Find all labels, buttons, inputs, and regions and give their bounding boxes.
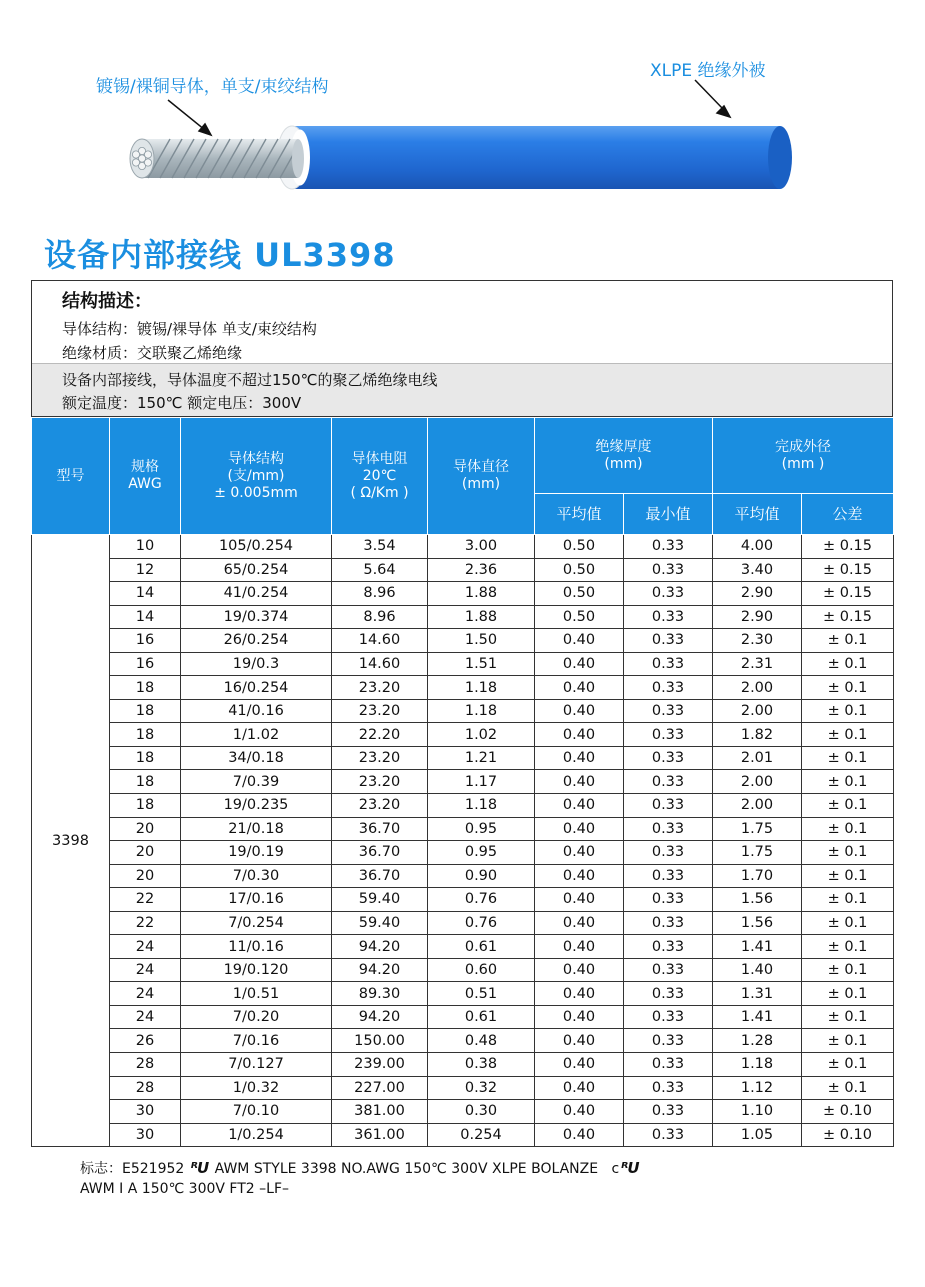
table-row [32, 958, 894, 982]
cell-diameter: 0.51 [428, 982, 535, 1006]
cell-outer-avg: 1.41 [713, 1005, 802, 1029]
cell-diameter: 0.76 [428, 888, 535, 912]
cell-structure: 1/0.254 [181, 1123, 332, 1147]
table-row [32, 935, 894, 959]
marking-text [80, 1158, 641, 1199]
cell-outer-avg: 1.75 [713, 841, 802, 865]
cell-outer-avg: 1.41 [713, 935, 802, 959]
cell-resistance: 14.60 [332, 629, 428, 653]
cell-insulation-min: 0.33 [624, 958, 713, 982]
cell-awg: 24 [110, 982, 181, 1006]
insulation-jacket [277, 126, 792, 189]
cell-awg: 14 [110, 605, 181, 629]
cell-awg: 28 [110, 1076, 181, 1100]
header-structure: 导体结构 (支/mm) ± 0.005mm [181, 418, 332, 535]
cell-structure: 19/0.19 [181, 841, 332, 865]
header-model: 型号 [32, 418, 110, 535]
spec-table-body [32, 535, 894, 1147]
cell-insulation-avg: 0.50 [535, 558, 624, 582]
cell-resistance: 8.96 [332, 582, 428, 606]
cell-diameter: 1.51 [428, 652, 535, 676]
cell-outer-avg: 2.90 [713, 605, 802, 629]
conductor-label: 镀锡/裸铜导体，单支/束绞结构 [96, 77, 329, 97]
cell-insulation-min: 0.33 [624, 1076, 713, 1100]
header-awg: 规格 AWG [110, 418, 181, 535]
cell-diameter: 2.36 [428, 558, 535, 582]
insulation-label: XLPE 绝缘外被 [650, 61, 766, 81]
cell-resistance: 94.20 [332, 958, 428, 982]
marking-line-1 [80, 1158, 641, 1179]
cell-tolerance: ± 0.1 [802, 794, 894, 818]
cell-tolerance: ± 0.1 [802, 958, 894, 982]
cell-structure: 7/0.10 [181, 1100, 332, 1124]
cell-resistance: 5.64 [332, 558, 428, 582]
marking-text-1: AWM STYLE 3398 NO.AWG 150℃ 300V XLPE BOLANZE [214, 1161, 599, 1177]
cell-insulation-min: 0.33 [624, 629, 713, 653]
cell-awg: 24 [110, 935, 181, 959]
cell-resistance: 150.00 [332, 1029, 428, 1053]
cell-tolerance: ± 0.1 [802, 817, 894, 841]
cell-structure: 7/0.20 [181, 1005, 332, 1029]
cell-awg: 24 [110, 1005, 181, 1029]
cell-resistance: 381.00 [332, 1100, 428, 1124]
cell-awg: 20 [110, 841, 181, 865]
cell-insulation-avg: 0.40 [535, 1076, 624, 1100]
cell-outer-avg: 2.00 [713, 699, 802, 723]
cell-diameter: 0.254 [428, 1123, 535, 1147]
table-row [32, 817, 894, 841]
cell-diameter: 0.32 [428, 1076, 535, 1100]
cell-insulation-avg: 0.50 [535, 535, 624, 559]
cell-resistance: 36.70 [332, 817, 428, 841]
cell-insulation-avg: 0.40 [535, 629, 624, 653]
cell-structure: 65/0.254 [181, 558, 332, 582]
header-insulation-avg: 平均值 [535, 494, 624, 535]
cell-insulation-avg: 0.40 [535, 864, 624, 888]
usage-line: 设备内部接线，导体温度不超过150℃的聚乙烯绝缘电线 [62, 371, 438, 389]
cell-diameter: 1.21 [428, 746, 535, 770]
description-heading: 结构描述： [62, 291, 152, 312]
cell-insulation-avg: 0.40 [535, 746, 624, 770]
cell-insulation-avg: 0.50 [535, 605, 624, 629]
cell-outer-avg: 1.70 [713, 864, 802, 888]
cell-outer-avg: 1.12 [713, 1076, 802, 1100]
cell-tolerance: ± 0.1 [802, 746, 894, 770]
cell-structure: 7/0.30 [181, 864, 332, 888]
cell-diameter: 1.18 [428, 794, 535, 818]
header-insulation-thickness: 绝缘厚度 (mm) [535, 418, 713, 494]
cell-insulation-avg: 0.40 [535, 1053, 624, 1077]
cell-diameter: 0.90 [428, 864, 535, 888]
conductor-strands [130, 139, 304, 178]
cell-outer-avg: 2.31 [713, 652, 802, 676]
cell-tolerance: ± 0.15 [802, 558, 894, 582]
cell-diameter: 3.00 [428, 535, 535, 559]
cell-resistance: 94.20 [332, 1005, 428, 1029]
cell-outer-avg: 1.05 [713, 1123, 802, 1147]
cell-outer-avg: 1.82 [713, 723, 802, 747]
cell-insulation-avg: 0.40 [535, 794, 624, 818]
cell-insulation-min: 0.33 [624, 982, 713, 1006]
cell-resistance: 59.40 [332, 888, 428, 912]
cell-structure: 21/0.18 [181, 817, 332, 841]
header-diameter: 导体直径 (mm) [428, 418, 535, 535]
cell-outer-avg: 1.40 [713, 958, 802, 982]
cell-awg: 20 [110, 817, 181, 841]
cell-diameter: 1.88 [428, 582, 535, 606]
cell-insulation-avg: 0.40 [535, 911, 624, 935]
model-cell: 3398 [32, 535, 110, 1147]
cell-outer-avg: 1.56 [713, 888, 802, 912]
cell-structure: 7/0.16 [181, 1029, 332, 1053]
cell-insulation-min: 0.33 [624, 888, 713, 912]
table-row [32, 1076, 894, 1100]
cell-awg: 10 [110, 535, 181, 559]
cell-resistance: 36.70 [332, 841, 428, 865]
cell-awg: 24 [110, 958, 181, 982]
cell-insulation-avg: 0.40 [535, 935, 624, 959]
cell-awg: 14 [110, 582, 181, 606]
cell-diameter: 1.18 [428, 676, 535, 700]
cell-insulation-min: 0.33 [624, 1100, 713, 1124]
insulation-material-line: 绝缘材质：交联聚乙烯绝缘 [62, 344, 243, 362]
table-row [32, 652, 894, 676]
header-outer-diameter: 完成外径 (mm ) [713, 418, 894, 494]
table-row [32, 629, 894, 653]
cell-structure: 17/0.16 [181, 888, 332, 912]
cell-tolerance: ± 0.10 [802, 1123, 894, 1147]
cell-tolerance: ± 0.15 [802, 535, 894, 559]
cell-insulation-avg: 0.40 [535, 817, 624, 841]
cell-resistance: 89.30 [332, 982, 428, 1006]
cell-diameter: 0.48 [428, 1029, 535, 1053]
cell-insulation-min: 0.33 [624, 746, 713, 770]
table-row [32, 746, 894, 770]
cell-structure: 26/0.254 [181, 629, 332, 653]
marking-line-2: AWM I A 150℃ 300V FT2 –LF– [80, 1181, 290, 1197]
table-row [32, 1005, 894, 1029]
cell-insulation-avg: 0.40 [535, 888, 624, 912]
table-row [32, 864, 894, 888]
cell-insulation-avg: 0.40 [535, 676, 624, 700]
cell-insulation-avg: 0.40 [535, 699, 624, 723]
cell-tolerance: ± 0.1 [802, 982, 894, 1006]
cell-awg: 18 [110, 746, 181, 770]
cell-insulation-min: 0.33 [624, 699, 713, 723]
cell-structure: 41/0.254 [181, 582, 332, 606]
cell-diameter: 0.95 [428, 841, 535, 865]
cell-insulation-min: 0.33 [624, 558, 713, 582]
marking-prefix: 标志：E521952 [80, 1161, 185, 1177]
rating-line: 额定温度：150℃ 额定电压：300V [62, 394, 302, 412]
table-row [32, 558, 894, 582]
table-row [32, 1053, 894, 1077]
cell-outer-avg: 3.40 [713, 558, 802, 582]
cell-insulation-avg: 0.40 [535, 770, 624, 794]
cell-tolerance: ± 0.1 [802, 699, 894, 723]
cell-resistance: 227.00 [332, 1076, 428, 1100]
cell-diameter: 0.30 [428, 1100, 535, 1124]
cell-insulation-avg: 0.40 [535, 1100, 624, 1124]
cell-resistance: 8.96 [332, 605, 428, 629]
cell-insulation-min: 0.33 [624, 864, 713, 888]
cell-awg: 16 [110, 652, 181, 676]
cell-awg: 28 [110, 1053, 181, 1077]
cell-insulation-avg: 0.40 [535, 958, 624, 982]
spec-table [31, 417, 894, 1147]
cell-insulation-min: 0.33 [624, 794, 713, 818]
cell-outer-avg: 2.00 [713, 676, 802, 700]
cell-awg: 18 [110, 794, 181, 818]
cell-insulation-avg: 0.40 [535, 1005, 624, 1029]
cell-resistance: 59.40 [332, 911, 428, 935]
cell-outer-avg: 4.00 [713, 535, 802, 559]
table-row [32, 982, 894, 1006]
cell-resistance: 23.20 [332, 676, 428, 700]
cell-outer-avg: 1.56 [713, 911, 802, 935]
cell-structure: 7/0.254 [181, 911, 332, 935]
conductor-structure-line: 导体结构：镀锡/裸导体 单支/束绞结构 [62, 320, 317, 338]
cell-awg: 22 [110, 888, 181, 912]
header-outer-avg: 平均值 [713, 494, 802, 535]
cell-diameter: 1.50 [428, 629, 535, 653]
cell-structure: 11/0.16 [181, 935, 332, 959]
cell-awg: 18 [110, 676, 181, 700]
cell-diameter: 1.02 [428, 723, 535, 747]
cell-insulation-min: 0.33 [624, 817, 713, 841]
ul-logo: ᴿU [190, 1159, 209, 1177]
cell-diameter: 0.61 [428, 935, 535, 959]
cell-resistance: 23.20 [332, 746, 428, 770]
table-row [32, 888, 894, 912]
cell-structure: 105/0.254 [181, 535, 332, 559]
table-row [32, 1123, 894, 1147]
cell-tolerance: ± 0.1 [802, 1076, 894, 1100]
cell-resistance: 36.70 [332, 864, 428, 888]
cell-awg: 20 [110, 864, 181, 888]
cell-insulation-avg: 0.40 [535, 1123, 624, 1147]
cell-outer-avg: 1.28 [713, 1029, 802, 1053]
cell-insulation-avg: 0.40 [535, 1029, 624, 1053]
cell-awg: 12 [110, 558, 181, 582]
cell-awg: 16 [110, 629, 181, 653]
cell-tolerance: ± 0.15 [802, 605, 894, 629]
cell-resistance: 23.20 [332, 794, 428, 818]
table-row [32, 582, 894, 606]
cell-insulation-min: 0.33 [624, 676, 713, 700]
cell-structure: 1/0.32 [181, 1076, 332, 1100]
cell-tolerance: ± 0.1 [802, 1005, 894, 1029]
cell-outer-avg: 2.00 [713, 794, 802, 818]
cell-awg: 30 [110, 1123, 181, 1147]
cell-resistance: 23.20 [332, 770, 428, 794]
cell-outer-avg: 1.10 [713, 1100, 802, 1124]
cell-structure: 16/0.254 [181, 676, 332, 700]
cell-outer-avg: 2.00 [713, 770, 802, 794]
cell-awg: 30 [110, 1100, 181, 1124]
cell-insulation-avg: 0.50 [535, 582, 624, 606]
cell-structure: 19/0.235 [181, 794, 332, 818]
cell-diameter: 1.88 [428, 605, 535, 629]
cell-outer-avg: 2.01 [713, 746, 802, 770]
cell-outer-avg: 2.30 [713, 629, 802, 653]
cell-structure: 1/1.02 [181, 723, 332, 747]
cell-insulation-min: 0.33 [624, 723, 713, 747]
cell-insulation-min: 0.33 [624, 605, 713, 629]
structure-section [32, 281, 892, 363]
cell-insulation-min: 0.33 [624, 770, 713, 794]
cell-tolerance: ± 0.1 [802, 888, 894, 912]
cell-structure: 19/0.374 [181, 605, 332, 629]
cell-structure: 19/0.3 [181, 652, 332, 676]
table-row [32, 770, 894, 794]
cell-awg: 18 [110, 723, 181, 747]
cell-tolerance: ± 0.15 [802, 582, 894, 606]
cell-resistance: 23.20 [332, 699, 428, 723]
table-row [32, 911, 894, 935]
cell-tolerance: ± 0.1 [802, 652, 894, 676]
cell-diameter: 0.38 [428, 1053, 535, 1077]
cell-diameter: 1.18 [428, 699, 535, 723]
cell-diameter: 0.60 [428, 958, 535, 982]
page-title: 设备内部接线 UL3398 [44, 236, 396, 274]
cell-outer-avg: 1.75 [713, 817, 802, 841]
table-row [32, 841, 894, 865]
cell-structure: 7/0.127 [181, 1053, 332, 1077]
cell-insulation-min: 0.33 [624, 652, 713, 676]
cell-insulation-min: 0.33 [624, 1029, 713, 1053]
cell-insulation-min: 0.33 [624, 535, 713, 559]
cell-awg: 22 [110, 911, 181, 935]
table-row [32, 676, 894, 700]
cell-insulation-min: 0.33 [624, 1053, 713, 1077]
cell-tolerance: ± 0.1 [802, 1053, 894, 1077]
header-resistance: 导体电阻 20℃ ( Ω/Km ) [332, 418, 428, 535]
cell-tolerance: ± 0.1 [802, 723, 894, 747]
cell-tolerance: ± 0.1 [802, 935, 894, 959]
cell-insulation-min: 0.33 [624, 911, 713, 935]
cell-outer-avg: 1.18 [713, 1053, 802, 1077]
cell-outer-avg: 1.31 [713, 982, 802, 1006]
cell-resistance: 22.20 [332, 723, 428, 747]
cable-illustration [0, 0, 925, 230]
cell-resistance: 3.54 [332, 535, 428, 559]
cell-resistance: 361.00 [332, 1123, 428, 1147]
cell-structure: 41/0.16 [181, 699, 332, 723]
cell-diameter: 1.17 [428, 770, 535, 794]
cell-tolerance: ± 0.1 [802, 841, 894, 865]
c-mark: c [611, 1161, 620, 1177]
cell-insulation-avg: 0.40 [535, 723, 624, 747]
cell-tolerance: ± 0.1 [802, 676, 894, 700]
cell-tolerance: ± 0.1 [802, 629, 894, 653]
cell-resistance: 239.00 [332, 1053, 428, 1077]
rating-section [32, 363, 892, 416]
table-row [32, 794, 894, 818]
cell-insulation-min: 0.33 [624, 841, 713, 865]
cell-resistance: 94.20 [332, 935, 428, 959]
cell-resistance: 14.60 [332, 652, 428, 676]
cell-structure: 1/0.51 [181, 982, 332, 1006]
cell-tolerance: ± 0.1 [802, 864, 894, 888]
cell-tolerance: ± 0.1 [802, 770, 894, 794]
cell-tolerance: ± 0.10 [802, 1100, 894, 1124]
cell-insulation-avg: 0.40 [535, 982, 624, 1006]
cell-structure: 19/0.120 [181, 958, 332, 982]
description-box [31, 280, 893, 417]
header-tolerance: 公差 [802, 494, 894, 535]
cell-tolerance: ± 0.1 [802, 1029, 894, 1053]
cell-awg: 26 [110, 1029, 181, 1053]
table-row [32, 605, 894, 629]
cell-insulation-min: 0.33 [624, 1005, 713, 1029]
cell-insulation-avg: 0.40 [535, 841, 624, 865]
table-row [32, 699, 894, 723]
cell-outer-avg: 2.90 [713, 582, 802, 606]
table-row [32, 535, 894, 559]
cell-diameter: 0.95 [428, 817, 535, 841]
cell-structure: 7/0.39 [181, 770, 332, 794]
table-row [32, 1029, 894, 1053]
header-insulation-min: 最小值 [624, 494, 713, 535]
cell-structure: 34/0.18 [181, 746, 332, 770]
cell-insulation-min: 0.33 [624, 582, 713, 606]
cell-diameter: 0.61 [428, 1005, 535, 1029]
cell-awg: 18 [110, 770, 181, 794]
cell-diameter: 0.76 [428, 911, 535, 935]
cell-awg: 18 [110, 699, 181, 723]
cell-tolerance: ± 0.1 [802, 911, 894, 935]
cell-insulation-min: 0.33 [624, 935, 713, 959]
cell-insulation-min: 0.33 [624, 1123, 713, 1147]
table-row [32, 1100, 894, 1124]
cell-insulation-avg: 0.40 [535, 652, 624, 676]
cul-logo: ᴿU [621, 1159, 639, 1177]
table-row [32, 723, 894, 747]
